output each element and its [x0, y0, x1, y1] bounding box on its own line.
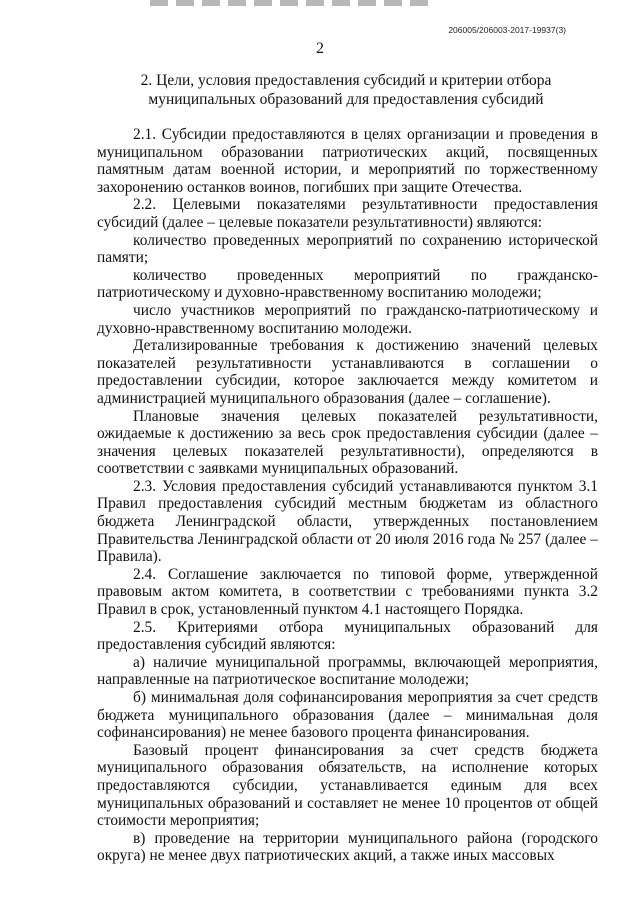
indicator-participants: число участников мероприятий по гражданско-патриотическому и духовно-нравственному воспитанию молодежи. — [97, 301, 598, 337]
criterion-c: в) проведение на территории муниципального района (городского округа) не менее двух патриотических акций, а также иных массовых — [97, 829, 598, 865]
indicator-patriotic-events: количество проведенных мероприятий по гражданско-патриотическому и духовно-нравственному воспитанию молодежи; — [97, 266, 598, 302]
document-body — [97, 126, 598, 865]
criterion-a: а) наличие муниципальной программы, включающей мероприятия, направленные на патриотическое воспитание молодежи; — [97, 653, 598, 689]
paragraph-detailed-requirements: Детализированные требования к достижению значений целевых показателей результативности устанавливаются в соглашении о предоставлении субсидии, которое заключается между комитетом и администрацией муниципального образования (далее – соглашение). — [97, 337, 598, 407]
criterion-b: б) минимальная доля софинансирования мероприятия за счет средств бюджета муниципального образования (далее – минимальная доля софинансирования) не менее базового процента финансирования. — [97, 689, 598, 742]
paragraph-2-4: 2.4. Соглашение заключается по типовой форме, утвержденной правовым актом комитета, в соответствии с требованиями пункта 3.2 Правил в срок, установленный пунктом 4.1 настоящего Порядка. — [97, 565, 598, 619]
document-id: 206005/206003-2017-19937(3) — [448, 25, 566, 35]
paragraph-2-1: 2.1. Субсидии предоставляются в целях организации и проведения в муниципальном образовании патриотических акций, посвященных памятным датам военной истории, и мероприятий по торжественному захоронению останков воинов, погибших при защите Отечества. — [97, 126, 598, 196]
indicator-historical-memory: количество проведенных мероприятий по сохранению исторической памяти; — [97, 231, 598, 267]
paragraph-2-2: 2.2. Целевыми показателями результативности предоставления субсидий (далее – целевые показатели результативности) являются: — [97, 196, 598, 231]
paragraph-planned-values: Плановые значения целевых показателей результативности, ожидаемые к достижению за весь срок предоставления субсидии (далее – значения целевых показателей результативности), определяются в соответствии с заявками муниципальных образований. — [97, 407, 598, 478]
paragraph-base-percent: Базовый процент финансирования за счет средств бюджета муниципального образования обязательств, на исполнение которых предоставляются субсидии, устанавливается единым для всех муниципальных образований и составляет не менее 10 процентов от общей стоимости мероприятия; — [97, 741, 598, 830]
scan-top-marks — [150, 0, 430, 6]
page-number: 2 — [316, 40, 324, 57]
paragraph-2-3: 2.3. Условия предоставления субсидий устанавливаются пунктом 3.1 Правил предоставления субсидий местным бюджетам из областного бюджета Ленинградской области, утвержденных постановлением Правительства Ленинградской области от 20 июля 2016 года № 257 (далее – Правила). — [97, 477, 598, 566]
section-heading-line-1: 2. Цели, условия предоставления субсидий и критерии отбора — [140, 72, 552, 89]
paragraph-2-5: 2.5. Критериями отбора муниципальных образований для предоставления субсидий являются: — [97, 618, 598, 654]
section-heading-line-2: муниципальных образований для предоставления субсидий — [148, 91, 544, 108]
section-heading — [96, 71, 596, 109]
